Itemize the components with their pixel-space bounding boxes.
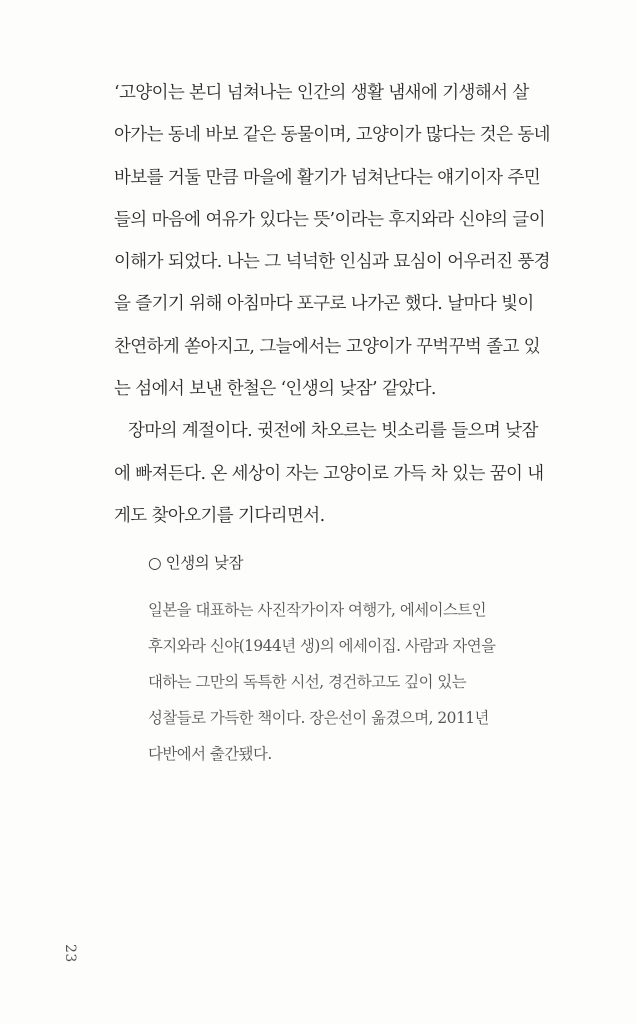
body-line: 아가는 동네 바보 같은 동물이며, 고양이가 많다는 것은 동네: [114, 125, 550, 146]
body-text: [114, 72, 584, 537]
note-line: 일본을 대표하는 사진작가이자 여행가, 에세이스트인: [148, 601, 487, 619]
note-line: 후지와라 신야(1944년 생)의 에세이집. 사람과 자연을: [148, 637, 496, 655]
body-line: 들의 마음에 여유가 있다는 뜻’이라는 후지와라 신야의 글이: [114, 209, 546, 230]
note-body: [148, 592, 548, 772]
body-line: 을 즐기기 위해 아침마다 포구로 나가곤 했다. 날마다 빛이: [114, 294, 534, 315]
body-line: 장마의 계절이다. 귓전에 차오르는 빗소리를 들으며 낮잠: [128, 421, 538, 442]
note-line: 다반에서 출간됐다.: [148, 745, 272, 763]
body-line: 이해가 되었다. 나는 그 넉넉한 인심과 묘심이 어우러진 풍경: [114, 252, 550, 273]
page-number: 23: [62, 944, 78, 963]
body-line: 는 섬에서 보낸 한철은 ‘인생의 낮잠’ 같았다.: [114, 379, 436, 400]
body-line: 에 빠져든다. 온 세상이 자는 고양이로 가득 차 있는 꿈이 내: [114, 463, 544, 484]
body-line: 찬연하게 쏟아지고, 그늘에서는 고양이가 꾸벅꾸벅 졸고 있: [114, 336, 541, 357]
body-line: 게도 찾아오기를 기다리면서.: [114, 505, 325, 526]
note-heading: ○ 인생의 낮잠: [148, 554, 244, 572]
note-line: 성찰들로 가득한 책이다. 장은선이 옮겼으며, 2011년: [148, 709, 489, 727]
body-line: ‘고양이는 본디 넘쳐나는 인간의 생활 냄새에 기생해서 살: [114, 83, 529, 103]
note-line: 대하는 그만의 독특한 시선, 경건하고도 깊이 있는: [148, 673, 467, 691]
book-note: [148, 550, 548, 772]
body-line: 바보를 거둘 만큼 마을에 활기가 넘쳐난다는 얘기이자 주민: [114, 167, 541, 188]
